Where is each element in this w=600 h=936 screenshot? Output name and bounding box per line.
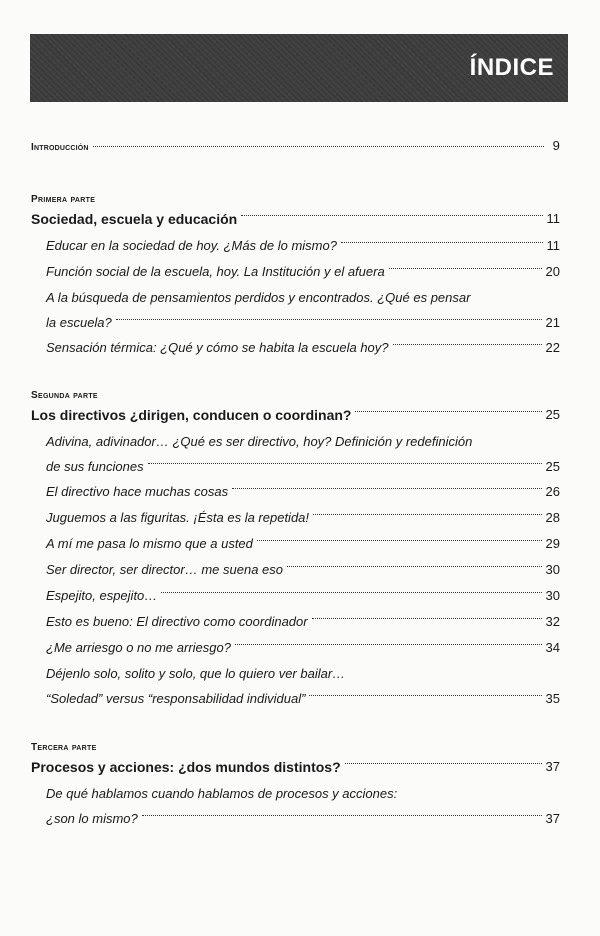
part-label-segunda: Segunda parte — [31, 390, 98, 401]
toc-entry[interactable] — [31, 232, 560, 258]
page-number: 22 — [545, 339, 560, 355]
toc-entry-title-line: de sus funciones — [46, 458, 144, 474]
toc-entry-title: ¿Me arriesgo o no me arriesgo? — [46, 639, 231, 655]
dot-leader — [287, 566, 542, 567]
chapter-title: Sociedad, escuela y educación — [31, 210, 238, 227]
chapter-procesos[interactable] — [31, 753, 560, 780]
dot-leader — [235, 644, 542, 645]
chapter-title: Procesos y acciones: ¿dos mundos distintos? — [31, 758, 341, 775]
toc-entry[interactable] — [31, 660, 560, 710]
chapter-title: Los directivos ¿dirigen, conducen o coordinan? — [31, 406, 352, 423]
page-number: 26 — [545, 483, 560, 499]
chapter-sociedad[interactable] — [31, 205, 560, 232]
page-number: 37 — [545, 759, 560, 774]
toc-entry[interactable] — [31, 428, 560, 478]
toc-entry-title-line: Déjenlo solo, solito y solo, que lo quiero ver bailar… — [46, 665, 346, 681]
dot-leader — [345, 763, 542, 764]
dot-leader — [142, 815, 542, 816]
page-number: 35 — [545, 690, 560, 706]
dot-leader — [241, 215, 542, 216]
toc-entry[interactable] — [31, 478, 560, 504]
page-number: 30 — [545, 587, 560, 603]
page-number: 32 — [545, 613, 560, 629]
toc-entry-title: El directivo hace muchas cosas — [46, 483, 229, 499]
index-banner — [30, 34, 568, 102]
toc-entry-title: Ser director, ser director… me suena eso — [46, 561, 283, 577]
dot-leader — [312, 618, 542, 619]
page-number: 30 — [545, 561, 560, 577]
dot-leader — [148, 463, 542, 464]
part-label-tercera: Tercera parte — [31, 742, 97, 753]
toc-entry-label: Introducción — [31, 142, 89, 153]
toc-entry-title: A mí me pasa lo mismo que a usted — [46, 535, 253, 551]
toc-entry-title: Esto es bueno: El directivo como coordinador — [46, 613, 308, 629]
toc-entry-title-line: ¿son lo mismo? — [46, 810, 138, 826]
page-number: 9 — [552, 138, 560, 153]
dot-leader — [116, 319, 542, 320]
toc-entry-title: Educar en la sociedad de hoy. ¿Más de lo mismo? — [46, 237, 337, 253]
page-number: 20 — [545, 263, 560, 279]
toc-entry-title: Sensación térmica: ¿Qué y cómo se habita la escuela hoy? — [46, 339, 389, 355]
toc-entry-title-line: Adivina, adivinador… ¿Qué es ser directivo, hoy? Definición y redefinición — [46, 433, 473, 449]
toc-entry[interactable] — [31, 334, 560, 360]
page-number: 34 — [545, 639, 560, 655]
toc-entry-title-line: la escuela? — [46, 314, 112, 330]
table-of-contents — [31, 138, 560, 830]
page-number: 25 — [545, 458, 560, 474]
dot-leader — [393, 344, 542, 345]
page-number: 11 — [546, 211, 560, 226]
toc-entry-title-line: A la búsqueda de pensamientos perdidos y encontrados. ¿Qué es pensar — [46, 289, 471, 305]
page-number: 37 — [545, 810, 560, 826]
dot-leader — [232, 488, 541, 489]
page-number: 28 — [545, 509, 560, 525]
toc-entry[interactable] — [31, 556, 560, 582]
dot-leader — [313, 514, 542, 515]
dot-leader — [389, 268, 542, 269]
dot-leader — [161, 592, 541, 593]
toc-entry-title: Juguemos a las figuritas. ¡Ésta es la repetida! — [46, 509, 310, 525]
toc-entry[interactable] — [31, 634, 560, 660]
toc-entry[interactable] — [31, 284, 560, 334]
page-number: 11 — [546, 237, 560, 253]
dot-leader — [257, 540, 542, 541]
toc-entry[interactable] — [31, 582, 560, 608]
dot-leader — [309, 695, 541, 696]
toc-entry-introduccion[interactable] — [31, 138, 560, 164]
dot-leader — [355, 411, 541, 412]
toc-entry[interactable] — [31, 504, 560, 530]
toc-entry[interactable] — [31, 530, 560, 556]
toc-entry-title-line: “Soledad” versus “responsabilidad individual” — [46, 690, 306, 706]
part-label-primera: Primera parte — [31, 194, 96, 205]
chapter-directivos[interactable] — [31, 401, 560, 428]
toc-entry[interactable] — [31, 258, 560, 284]
page-number: 25 — [545, 407, 560, 422]
toc-entry-title: Función social de la escuela, hoy. La Institución y el afuera — [46, 263, 385, 279]
dot-leader — [93, 146, 544, 147]
page-number: 21 — [545, 314, 560, 330]
toc-entry-title: Espejito, espejito… — [46, 587, 158, 603]
page-title: ÍNDICE — [469, 54, 554, 81]
page-number: 29 — [545, 535, 560, 551]
dot-leader — [341, 242, 543, 243]
toc-entry-title-line: De qué hablamos cuando hablamos de procesos y acciones: — [46, 785, 398, 801]
toc-entry[interactable] — [31, 608, 560, 634]
toc-entry[interactable] — [31, 780, 560, 830]
